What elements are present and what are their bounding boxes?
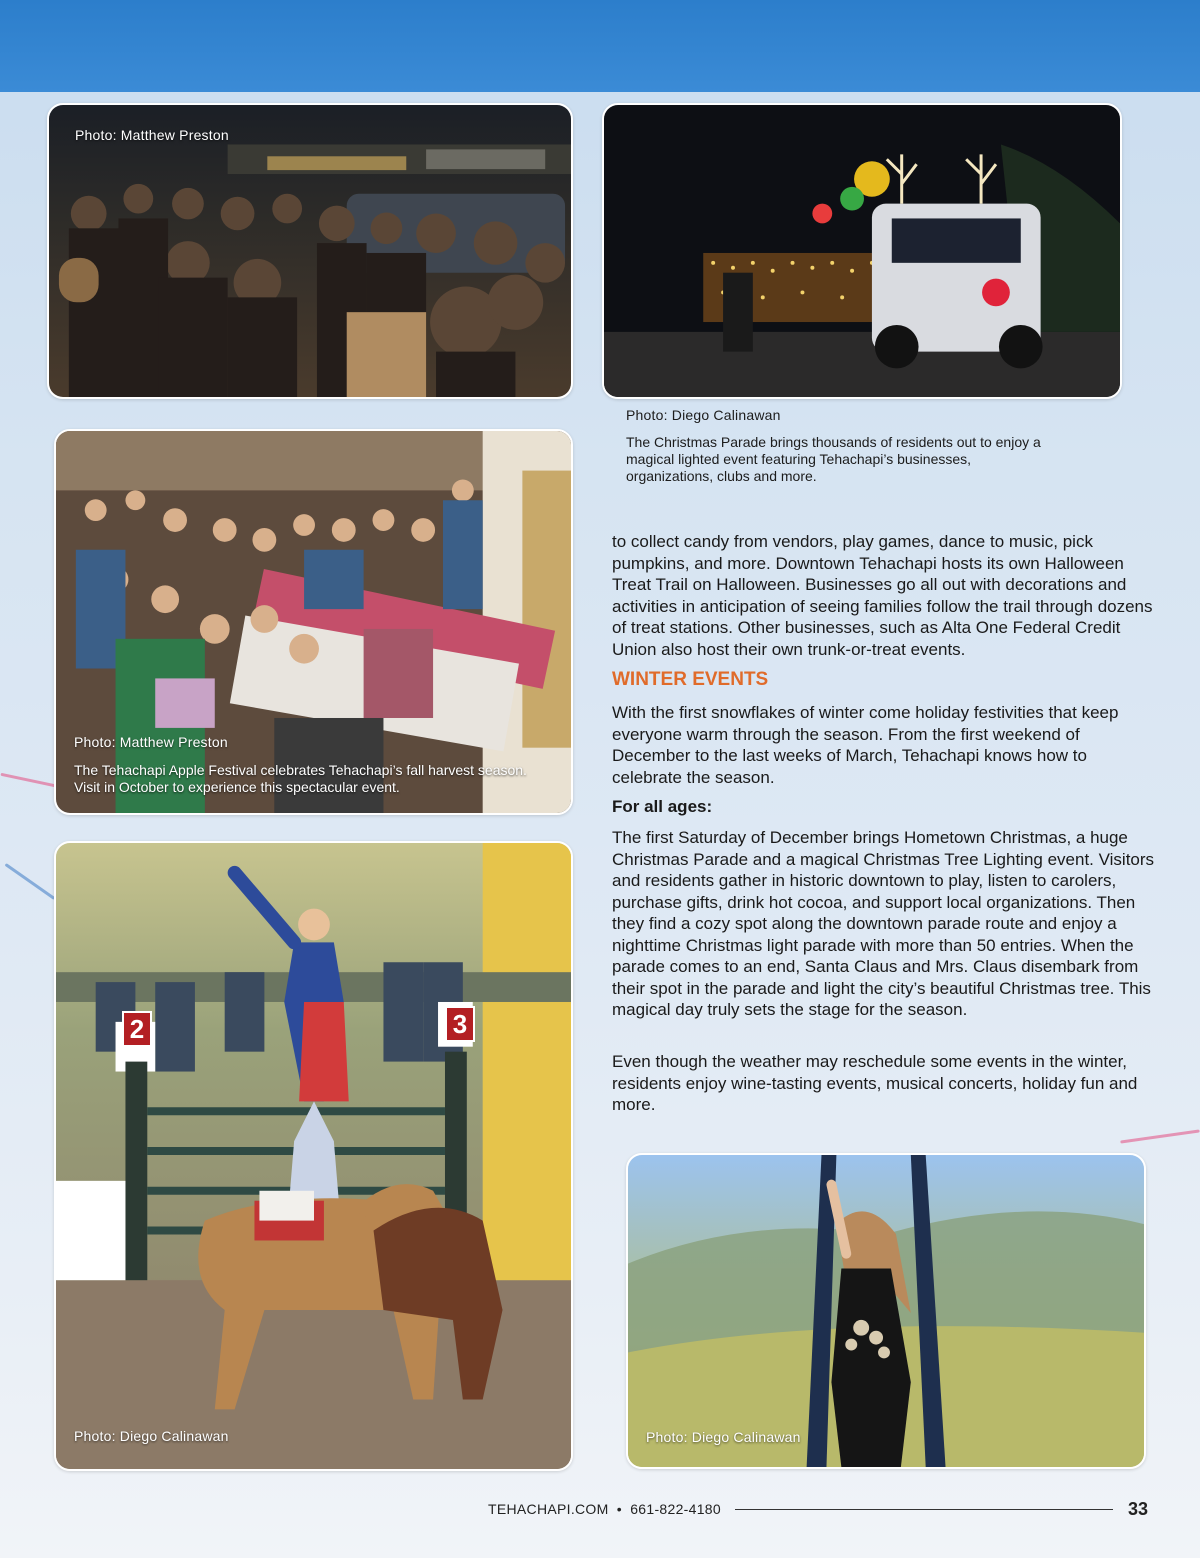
festival-image bbox=[56, 431, 571, 813]
festival-photo-credit: Photo: Matthew Preston bbox=[74, 734, 228, 750]
footer-site-link[interactable]: TEHACHAPI.COM bbox=[488, 1501, 609, 1517]
photo-aerial-performer bbox=[626, 1153, 1146, 1469]
all-ages-paragraph: The first Saturday of December brings Hometown Christmas, a huge Christmas Parade and a magical Christmas Tree Lighting event. Visitors and residents gather in historic downtown to play, listen to carolers, purchase gifts, drink hot cocoa, and support local organizations. Then they find a cozy spot along the downtown parade route and enjoy a nighttime Christmas light parade with more than 50 entries. When the parade comes to an end, Santa Claus and Mrs. Claus disembark from their spot in the parade and light the city’s beautiful Christmas tree. This magical day truly sets the stage for the season. bbox=[612, 828, 1155, 1019]
winter-paragraph: With the first snowflakes of winter come holiday festivities that keep everyone warm through the season. From the first weekend of December to the last weeks of March, Tehachapi knows how to celebrate the season. bbox=[612, 703, 1119, 787]
parade-image bbox=[604, 105, 1120, 397]
subheading-for-all-ages: For all ages: bbox=[612, 797, 713, 816]
aerial-photo-credit: Photo: Diego Calinawan bbox=[646, 1429, 801, 1445]
closing-paragraph: Even though the weather may reschedule some events in the winter, residents enjoy wine-tasting events, musical concerts, holiday fun and more. bbox=[612, 1052, 1138, 1114]
parade-caption: The Christmas Parade brings thousands of residents out to enjoy a magical lighted event featuring Tehachapi’s businesses, organizations, clubs and more. bbox=[626, 434, 1041, 484]
photo-apple-festival bbox=[54, 429, 573, 815]
aerial-image bbox=[628, 1155, 1144, 1467]
intro-paragraph: to collect candy from vendors, play games, dance to music, pick pumpkins, and more. Downtown Tehachapi hosts its own Halloween Treat Trail on Halloween. Businesses go all out with decorations and activities in anticipation of seeing families follow the trail through dozens of treat stations. Other businesses, such as Alta One Federal Credit Union also host their own trunk-or-treat events. bbox=[612, 532, 1153, 659]
page-number: 33 bbox=[1128, 1499, 1149, 1519]
section-heading-winter-events: WINTER EVENTS bbox=[612, 669, 769, 690]
kite-streamer-left-2 bbox=[5, 863, 56, 900]
photo-rodeo-rider bbox=[54, 841, 573, 1471]
concert-image bbox=[49, 105, 571, 397]
photo-christmas-parade bbox=[602, 103, 1122, 399]
kite-streamer-right bbox=[1120, 1129, 1200, 1143]
parade-photo-credit: Photo: Diego Calinawan bbox=[626, 407, 781, 423]
chute-sign-2: 2 bbox=[122, 1011, 152, 1047]
rodeo-image bbox=[56, 843, 571, 1469]
rodeo-photo-credit: Photo: Diego Calinawan bbox=[74, 1428, 229, 1444]
chute-sign-3: 3 bbox=[445, 1006, 475, 1042]
footer-separator: • bbox=[616, 1501, 622, 1517]
top-color-band bbox=[0, 0, 1200, 92]
footer-divider bbox=[735, 1509, 1113, 1510]
photo-credit: Photo: Matthew Preston bbox=[75, 127, 229, 143]
photo-concert-crowd bbox=[47, 103, 573, 399]
footer-contact bbox=[488, 1501, 721, 1517]
festival-caption: The Tehachapi Apple Festival celebrates Tehachapi’s fall harvest season. Visit in October to experience this spectacular event. bbox=[74, 762, 527, 795]
footer-phone: 661-822-4180 bbox=[630, 1501, 721, 1517]
